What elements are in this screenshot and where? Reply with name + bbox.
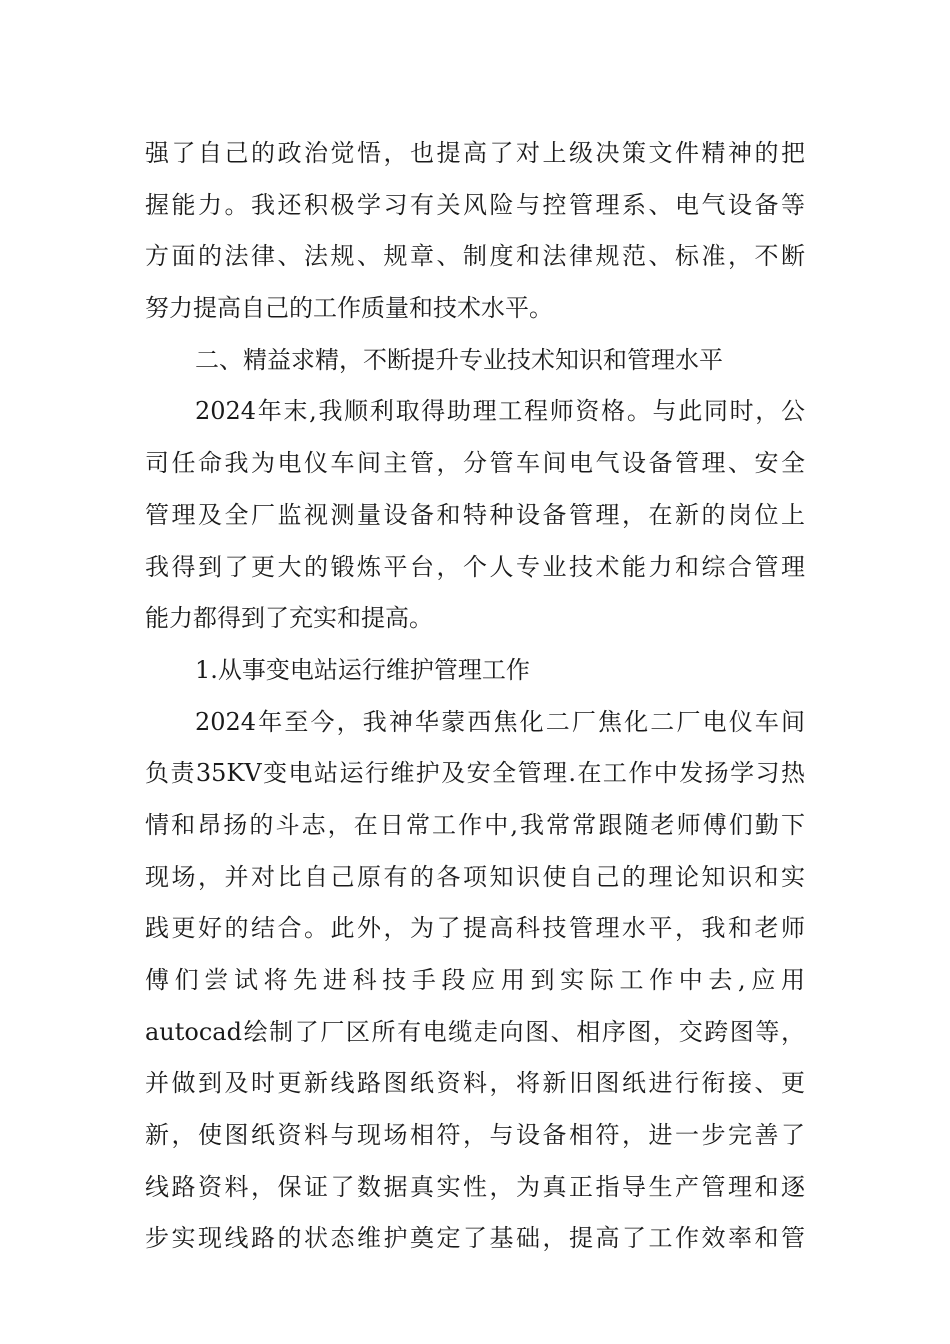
text-line: 2024年至今，我神华蒙西焦化二厂焦化二厂电仪车间 [195, 707, 805, 736]
text-line: 践更好的结合。此外，为了提高科技管理水平，我和老师 [145, 914, 805, 943]
document-body [145, 128, 805, 1265]
text-line: 2024年末,我顺利取得助理工程师资格。与此同时，公 [195, 397, 805, 426]
text-line: 握能力。我还积极学习有关风险与控管理系、电气设备等 [145, 190, 805, 219]
text-line: 1.从事变电站运行维护管理工作 [195, 655, 530, 684]
text-line: 新，使图纸资料与现场相符，与设备相符，进一步完善了 [145, 1121, 805, 1150]
text-line: 负责35KV变电站运行维护及安全管理.在工作中发扬学习热 [145, 759, 805, 788]
text-line: 方面的法律、法规、规章、制度和法律规范、标准，不断 [145, 242, 805, 271]
text-line: 二、精益求精，不断提升专业技术知识和管理水平 [195, 345, 723, 374]
text-line: autocad绘制了厂区所有电缆走向图、相序图，交跨图等， [145, 1017, 805, 1046]
text-line: 管理及全厂监视测量设备和特种设备管理，在新的岗位上 [145, 500, 805, 529]
text-line: 步实现线路的状态维护奠定了基础，提高了工作效率和管 [145, 1224, 805, 1253]
text-line: 现场，并对比自己原有的各项知识使自己的理论知识和实 [145, 862, 805, 891]
text-line: 努力提高自己的工作质量和技术水平。 [145, 294, 553, 323]
text-line: 我得到了更大的锻炼平台，个人专业技术能力和综合管理 [145, 552, 805, 581]
text-line: 强了自己的政治觉悟，也提高了对上级决策文件精神的把 [145, 139, 805, 167]
text-line: 情和昂扬的斗志，在日常工作中,我常常跟随老师傅们勤下 [145, 810, 805, 839]
text-line: 能力都得到了充实和提高。 [145, 604, 433, 633]
text-line: 傅们尝试将先进科技手段应用到实际工作中去,应用 [145, 966, 805, 994]
text-line: 并做到及时更新线路图纸资料，将新旧图纸进行衔接、更 [145, 1069, 805, 1098]
text-line: 线路资料，保证了数据真实性，为真正指导生产管理和逐 [145, 1172, 805, 1201]
text-line: 司任命我为电仪车间主管，分管车间电气设备管理、安全 [145, 449, 805, 478]
